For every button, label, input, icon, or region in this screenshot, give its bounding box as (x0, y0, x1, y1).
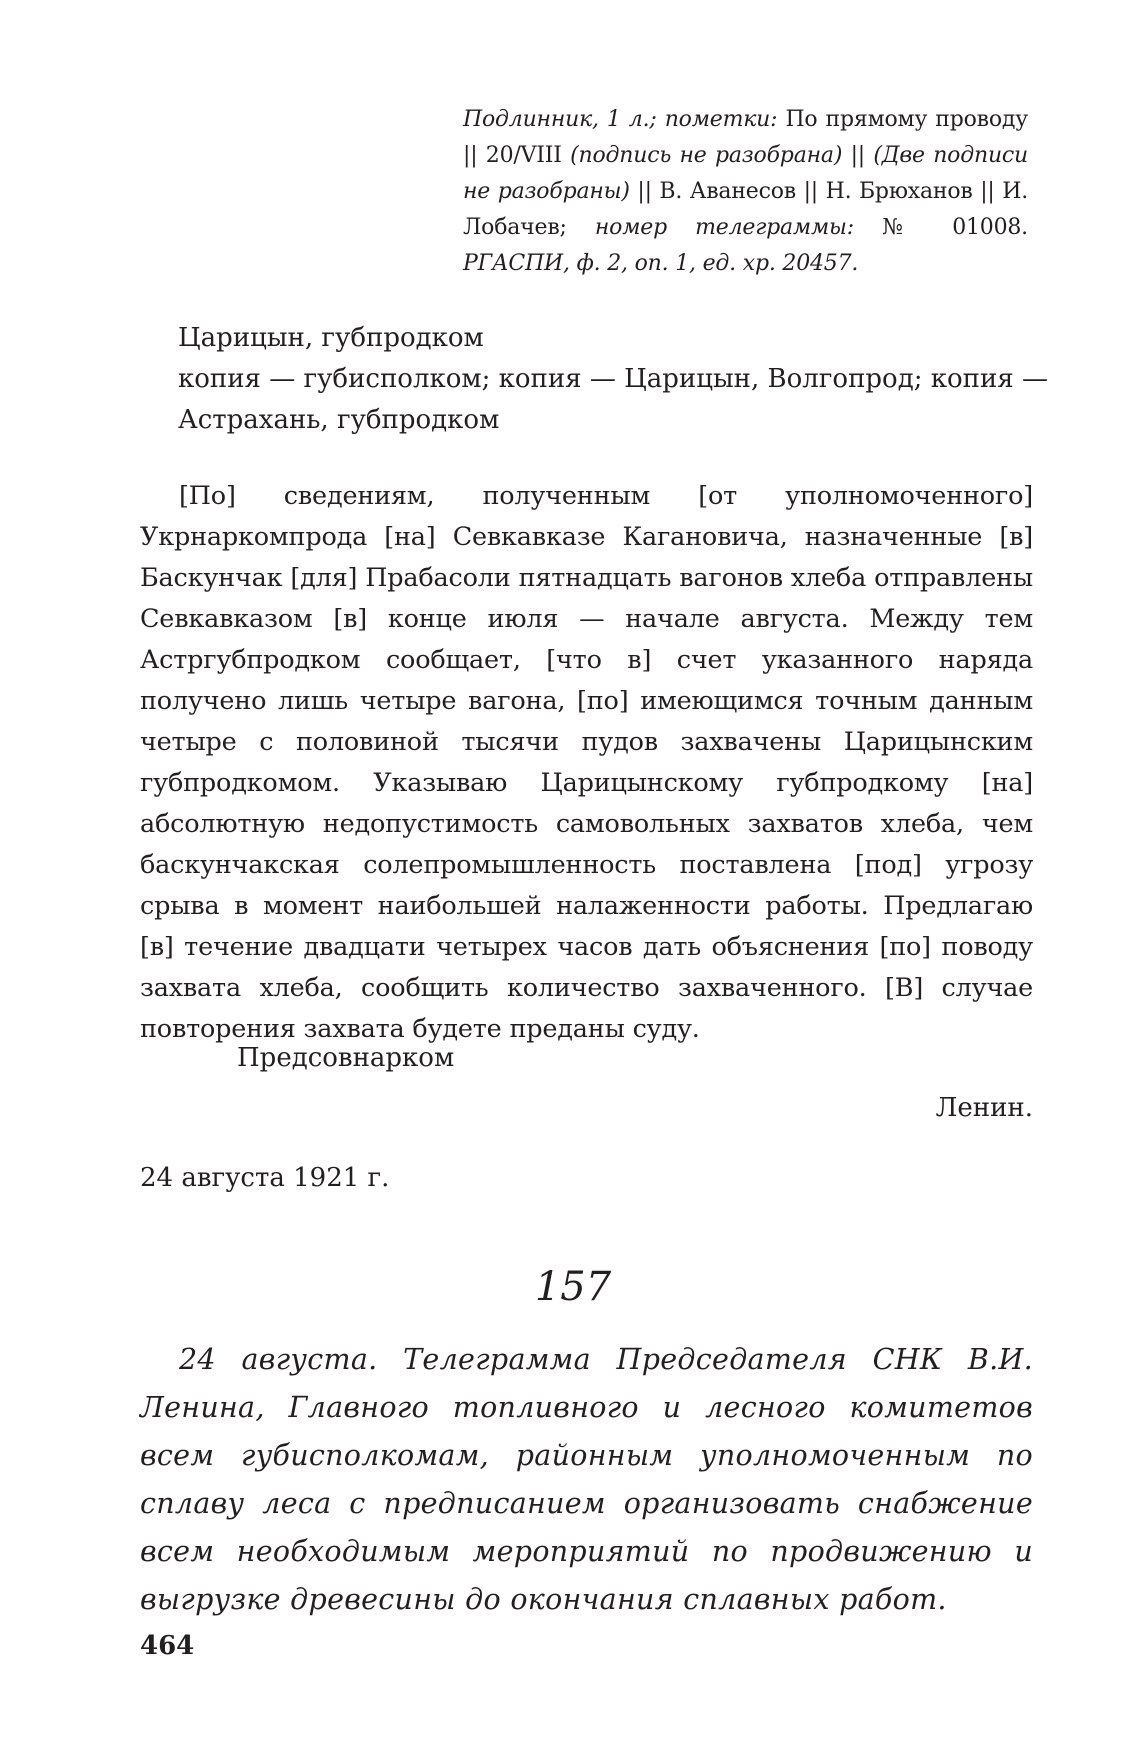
source-note-signature-unread: (подпись не разобрана) (570, 143, 843, 168)
source-note-two-signatures: (Две подписи не разобраны) (463, 143, 1029, 204)
document-heading: 24 августа. Телеграмма Председателя СНК В.И. Ленина, Главного топливного и лесного комитетов всем губисполкомам, районным уполномоченным по сплаву леса с предписанием организовать снабжение всем необходимым мероприятий по продвижению и выгрузке древесины до окончания сплавных работ. (140, 1343, 1033, 1616)
signer-title: Предсовнарком (237, 1043, 455, 1073)
archival-source-note (463, 102, 1028, 282)
document-date: 24 августа 1921 г. (140, 1163, 390, 1193)
source-note-original: Подлинник, 1 л.; пометки: (463, 107, 786, 132)
address-line: копия — губисполком; копия — Царицын, Волгопрод; копия — (178, 364, 1048, 394)
address-line: Царицын, губпродком (178, 323, 484, 353)
signer-name: Ленин. (935, 1093, 1033, 1123)
source-note-telegram-label: номер телеграммы: (594, 215, 854, 240)
page-number: 464 (140, 1631, 195, 1661)
source-note-telegram-number: № 01008. (853, 215, 1028, 240)
document-number: 157 (534, 1264, 612, 1310)
source-note-separator: || (842, 143, 874, 168)
address-line: Астрахань, губпродком (178, 405, 500, 435)
source-note-archive-ref: РГАСПИ, ф. 2, оп. 1, ед. хр. 20457. (463, 251, 859, 276)
source-note-signers: || В. Аванесов || Н. Брюханов || И. Лобачев; (463, 179, 1028, 240)
telegram-address (178, 318, 1048, 441)
telegram-body: [По] сведениям, полученным [от уполномоченного] Укрнаркомпрода [на] Севкавказе Кагановича, назначенные [в] Баскунчак [для] Прабасоли пятнадцать вагонов хлеба отправлены Севкавказом [в] конце июля — начале августа. Между тем Астргубпродком сообщает, [что в] счет указанного наряда получено лишь четыре вагона, [по] имеющимся точным данным четыре с половиной тысячи пудов захвачены Царицынским губпродкомом. Указываю Царицынскому губпродкому [на] абсолютную недопустимость самовольных захватов хлеба, чем баскунчакская солепромышленность поставлена [под] угрозу срыва в момент наибольшей налаженности работы. Предлагаю [в] течение двадцати четырех часов дать объяснения [по] поводу захвата хлеба, сообщить количество захваченного. [В] случае повторения захвата будете преданы суду. (140, 481, 1033, 1044)
source-note-marks: По прямому проводу || 20/VIII (463, 107, 1028, 168)
